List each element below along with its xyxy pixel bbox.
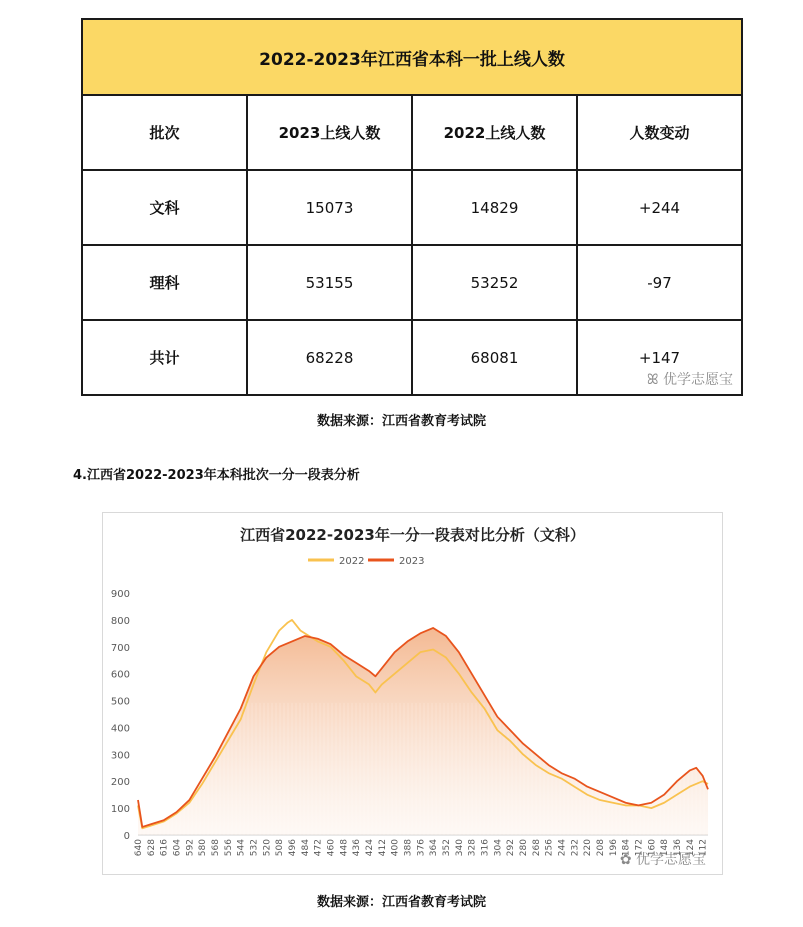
y-tick-label: 700 bbox=[110, 642, 130, 654]
x-tick-label: 376 bbox=[416, 839, 427, 857]
cell-change: +147 bbox=[638, 348, 681, 367]
admission-table bbox=[81, 18, 743, 396]
y-tick-label: 400 bbox=[110, 723, 130, 735]
cell-2022: 68081 bbox=[412, 320, 577, 395]
x-tick-label: 304 bbox=[493, 839, 504, 857]
table-row bbox=[82, 170, 742, 245]
y-tick-label: 600 bbox=[110, 669, 130, 681]
x-tick-label: 400 bbox=[390, 839, 401, 857]
watermark bbox=[647, 369, 733, 389]
x-tick-label: 292 bbox=[506, 839, 517, 857]
y-tick-label: 800 bbox=[110, 615, 130, 627]
chart-title: 江西省2022-2023年一分一段表对比分析（文科） bbox=[240, 526, 585, 544]
x-tick-label: 628 bbox=[146, 839, 157, 857]
x-tick-label: 328 bbox=[467, 839, 478, 857]
y-tick-label: 0 bbox=[123, 831, 130, 842]
x-tick-label: 340 bbox=[454, 839, 465, 857]
source-note: 数据来源：江西省教育考试院 bbox=[316, 414, 486, 429]
x-tick-label: 568 bbox=[210, 839, 221, 857]
x-tick-label: 460 bbox=[326, 839, 337, 857]
table-row bbox=[82, 245, 742, 320]
x-tick-label: 544 bbox=[236, 839, 247, 857]
cell-change: +244 bbox=[577, 170, 742, 245]
x-tick-label: 592 bbox=[185, 839, 196, 857]
x-tick-label: 160 bbox=[647, 839, 658, 857]
cell-change-total bbox=[577, 320, 742, 395]
x-tick-label: 196 bbox=[608, 839, 619, 857]
cell-change: -97 bbox=[577, 245, 742, 320]
x-tick-label: 172 bbox=[634, 839, 645, 857]
cell-2022: 53252 bbox=[412, 245, 577, 320]
table-header-row bbox=[82, 95, 742, 170]
x-tick-label: 124 bbox=[685, 839, 696, 857]
x-tick-label: 604 bbox=[172, 839, 183, 857]
table-title: 2022-2023年江西省本科一批上线人数 bbox=[82, 19, 742, 95]
y-tick-label: 900 bbox=[110, 589, 130, 600]
row-label: 文科 bbox=[82, 170, 247, 245]
x-tick-label: 448 bbox=[339, 839, 350, 857]
cell-2022: 14829 bbox=[412, 170, 577, 245]
cell-2023: 68228 bbox=[247, 320, 412, 395]
y-tick-label: 300 bbox=[110, 750, 130, 762]
section-title: 4.江西省2022-2023年本科批次一分一段表分析 bbox=[73, 468, 360, 483]
x-tick-label: 244 bbox=[557, 839, 568, 857]
y-tick-label: 100 bbox=[110, 804, 130, 816]
x-tick-label: 136 bbox=[672, 839, 683, 857]
x-tick-label: 148 bbox=[660, 839, 671, 857]
row-label: 理科 bbox=[82, 245, 247, 320]
row-label: 共计 bbox=[82, 320, 247, 395]
chart-container bbox=[102, 512, 723, 875]
x-tick-label: 232 bbox=[570, 839, 581, 857]
wechat-icon: ꕤ bbox=[646, 372, 659, 388]
legend-label: 2022 bbox=[339, 556, 365, 567]
y-tick-label: 200 bbox=[110, 777, 130, 789]
cell-2023: 15073 bbox=[247, 170, 412, 245]
x-tick-label: 352 bbox=[441, 839, 452, 857]
source-note-2: 数据来源：江西省教育考试院 bbox=[316, 895, 486, 910]
chart-svg bbox=[103, 513, 722, 874]
x-tick-label: 556 bbox=[223, 839, 234, 857]
x-tick-label: 112 bbox=[698, 839, 709, 857]
x-tick-label: 472 bbox=[313, 839, 324, 857]
header-2023: 2023上线人数 bbox=[247, 95, 412, 170]
x-tick-label: 280 bbox=[518, 839, 529, 857]
x-tick-label: 220 bbox=[583, 839, 594, 857]
header-batch: 批次 bbox=[82, 95, 247, 170]
x-tick-label: 388 bbox=[403, 839, 414, 857]
x-tick-label: 412 bbox=[377, 839, 388, 857]
header-2022: 2022上线人数 bbox=[412, 95, 577, 170]
x-tick-label: 520 bbox=[262, 839, 273, 857]
x-tick-label: 436 bbox=[352, 839, 363, 857]
x-tick-label: 316 bbox=[480, 839, 491, 857]
chart-watermark: ✿ 优学志愿宝 bbox=[619, 852, 706, 868]
x-tick-label: 508 bbox=[275, 839, 286, 857]
legend-label: 2023 bbox=[399, 556, 425, 567]
x-tick-label: 640 bbox=[134, 839, 144, 857]
x-tick-label: 184 bbox=[621, 839, 632, 857]
x-tick-label: 424 bbox=[364, 839, 375, 857]
x-tick-label: 616 bbox=[159, 839, 170, 857]
header-change: 人数变动 bbox=[577, 95, 742, 170]
cell-2023: 53155 bbox=[247, 245, 412, 320]
y-tick-label: 500 bbox=[110, 696, 130, 708]
x-tick-label: 484 bbox=[300, 839, 311, 857]
x-tick-label: 580 bbox=[198, 839, 209, 857]
x-tick-label: 532 bbox=[249, 839, 260, 857]
watermark-text: 优学志愿宝 bbox=[663, 372, 733, 388]
x-tick-label: 208 bbox=[595, 839, 606, 857]
x-tick-label: 256 bbox=[544, 839, 555, 857]
x-tick-label: 268 bbox=[531, 839, 542, 857]
x-tick-label: 364 bbox=[429, 839, 440, 857]
x-tick-label: 496 bbox=[287, 839, 298, 857]
table-row bbox=[82, 320, 742, 395]
